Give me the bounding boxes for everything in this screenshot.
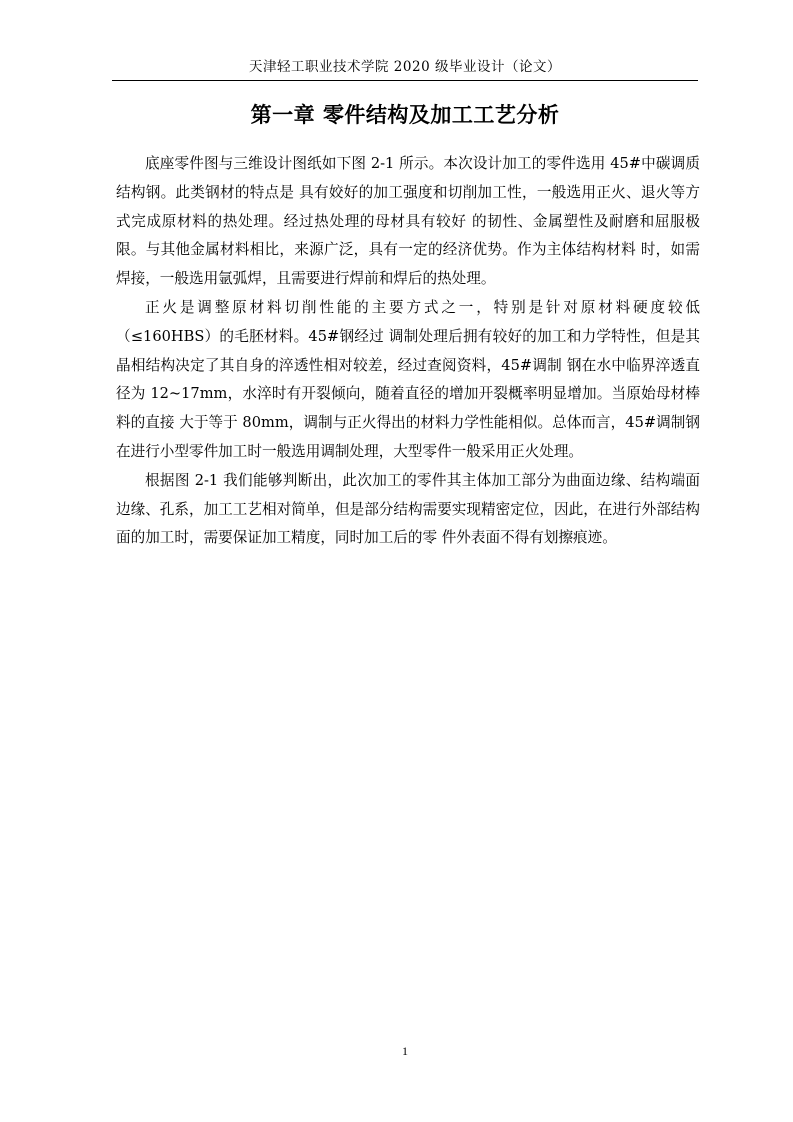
page-number: 1 [402, 1044, 408, 1058]
chapter-title: 第一章 零件结构及加工工艺分析 [250, 103, 560, 127]
page-header: 天津轻工职业技术学院 2020 级毕业设计（论文） [249, 59, 561, 75]
paragraph-3: 根据图 2-1 我们能够判断出，此次加工的零件其主体加工部分为曲面边缘、结构端面边缘、孔系，加工工艺相对简单，但是部分结构需要实现精密定位，因此，在进行外部结构面的加工时，需要保证加工精度，同时加工后的零 件外表面不得有划擦痕迹。 [116, 471, 700, 547]
body-text [116, 150, 700, 553]
paragraph-2: 正火是调整原材料切削性能的主要方式之一，特别是针对原材料硬度较低（≤160HBS）的毛胚材料。45#钢经过 调制处理后拥有较好的加工和力学特性，但是其晶相结构决定了其自身的淬透性相对较差，经过查阅资料，45#调制 钢在水中临界淬透直径为 12~17mm，水淬时有开裂倾向，随着直径的增加开裂概率明显增加。当原始母材棒料的直接 大于等于 80mm，调制与正火得出的材料力学性能相似。总体而言，45#调制钢在进行小型零件加工时一般选用调制处理，大型零件一般采用正火处理。 [116, 298, 700, 460]
paragraph-1: 底座零件图与三维设计图纸如下图 2-1 所示。本次设计加工的零件选用 45#中碳调质结构钢。此类钢材的特点是 具有姣好的加工强度和切削加工性，一般选用正火、退火等方式完成原材料的热处理。经过热处理的母材具有较好 的韧性、金属塑性及耐磨和屈服极限。与其他金属材料相比，来源广泛，具有一定的经济优势。作为主体结构材料 时，如需焊接，一般选用氩弧焊，且需要进行焊前和焊后的热处理。 [116, 155, 700, 288]
header-divider [112, 80, 698, 81]
